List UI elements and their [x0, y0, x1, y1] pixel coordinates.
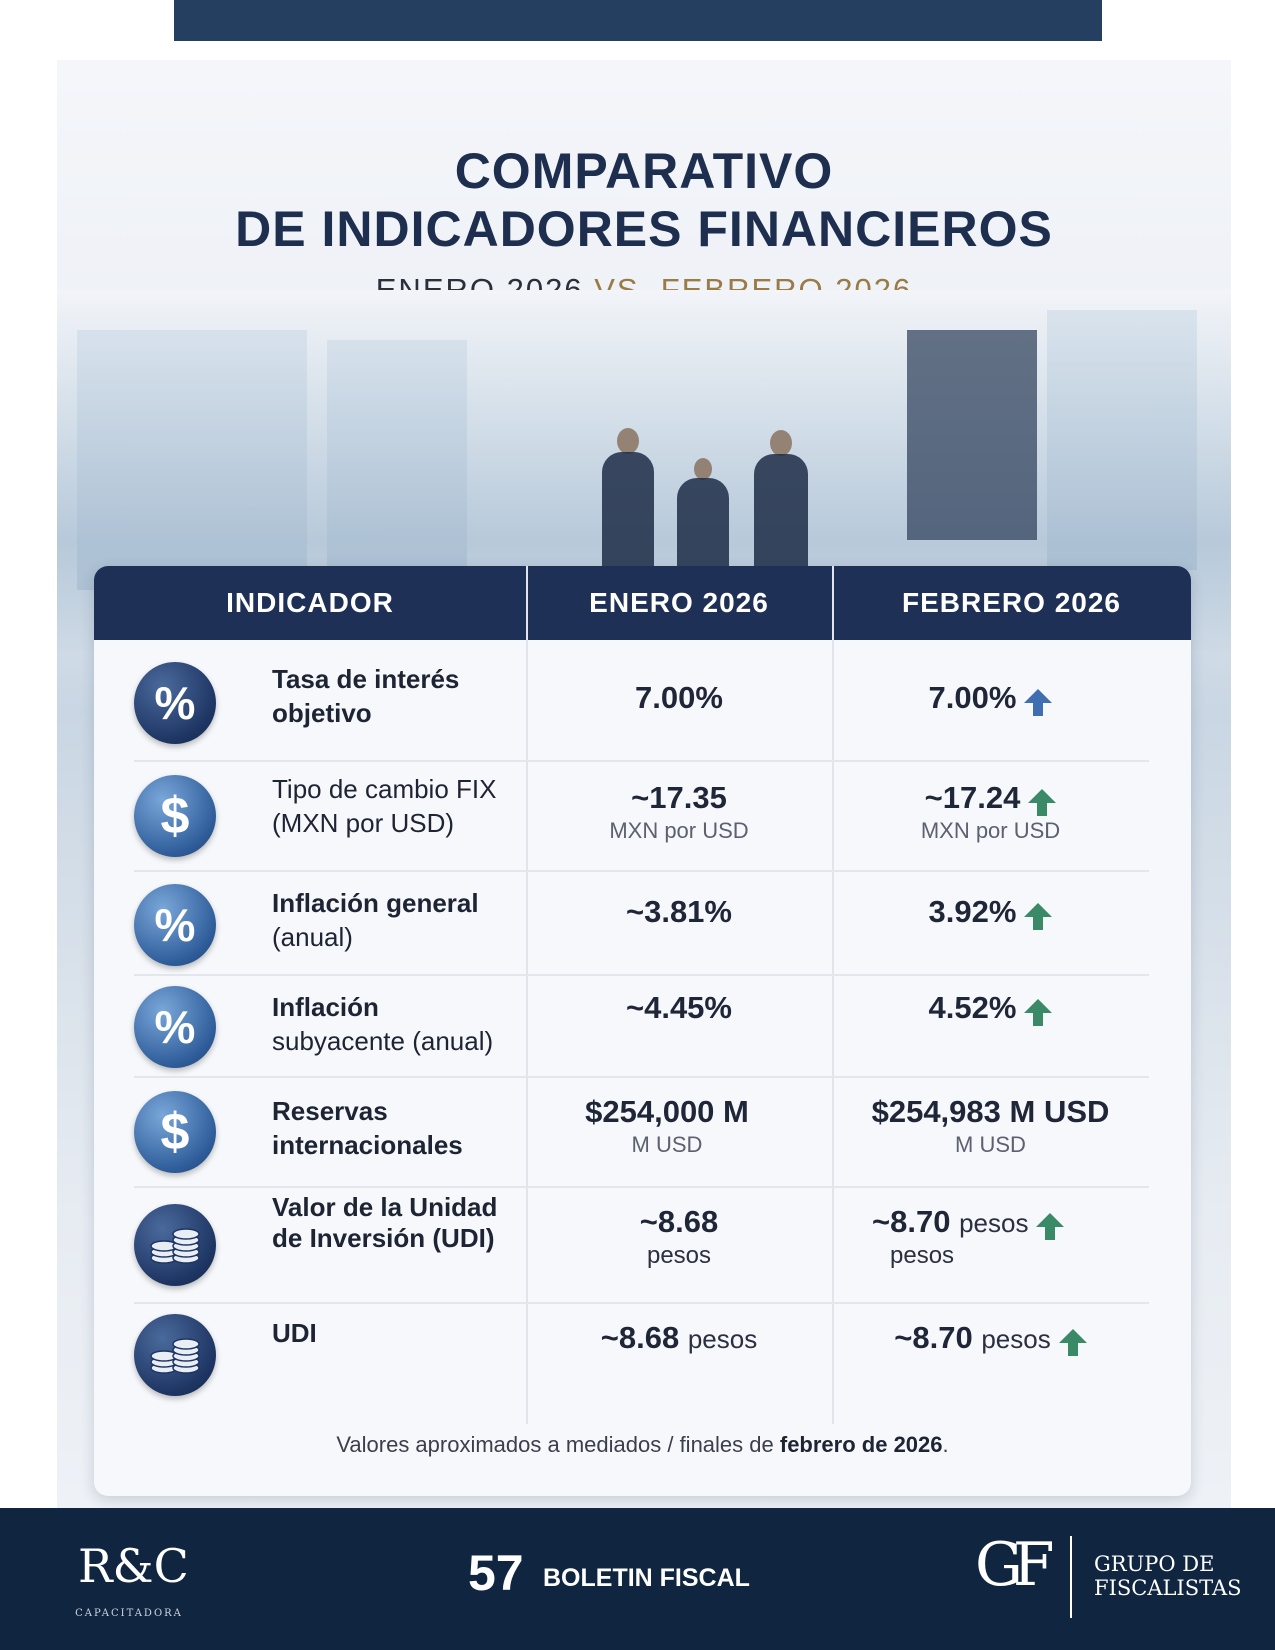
- wall-screen: [907, 330, 1037, 540]
- footer-bar: [0, 1508, 1275, 1650]
- table-row: [134, 640, 1149, 762]
- coins-icon: [134, 1204, 216, 1286]
- gf-logo: GF: [975, 1530, 1045, 1600]
- gf-divider: [1070, 1536, 1072, 1618]
- table-row: [134, 1304, 1149, 1422]
- table-header: [94, 566, 1191, 640]
- arrow-up-icon: [1024, 903, 1052, 917]
- value-january: ~17.35 MXN por USD: [609, 780, 749, 843]
- percent-icon: %: [134, 986, 216, 1068]
- coins-icon-graphic: [134, 1204, 216, 1286]
- column-header-february: FEBRERO 2026: [902, 587, 1121, 618]
- rc-logo-caption: CAPACITADORA: [75, 1608, 183, 1619]
- table-row: [134, 1188, 1149, 1304]
- indicator-label: Tipo de cambio FIX (MXN por USD): [272, 774, 497, 838]
- value-january: ~8.68 pesos: [639, 1204, 719, 1269]
- window-right: [1047, 310, 1197, 570]
- table-row: [134, 762, 1149, 872]
- value-february: ~17.24 MXN por USD: [920, 780, 1061, 843]
- indicator-label: Valor de la Unidad de Inversión (UDI): [272, 1192, 498, 1253]
- value-february: $254,983 M USD M USD: [871, 1094, 1110, 1157]
- arrow-up-icon: [1036, 1213, 1064, 1227]
- dollar-icon: $: [134, 775, 216, 857]
- window-left: [77, 330, 307, 590]
- percent-icon: %: [134, 884, 216, 966]
- person-1-head: [617, 428, 639, 454]
- title-line-2: DE INDICADORES FINANCIEROS: [235, 201, 1053, 257]
- title-line-1: COMPARATIVO: [454, 143, 834, 199]
- value-february: 3.92%: [832, 894, 1149, 930]
- value-january: ~4.45%: [625, 990, 732, 1025]
- arrow-up-icon: [1059, 1329, 1087, 1343]
- column-header-indicator: INDICADOR: [226, 587, 394, 618]
- person-2-head: [694, 458, 712, 480]
- table-row: [134, 1078, 1149, 1188]
- indicator-label: Inflación subyacente (anual): [272, 992, 494, 1056]
- indicators-table: [94, 566, 1191, 1496]
- window-left-2: [327, 340, 467, 580]
- gf-wordmark: GRUPO DE FISCALISTAS: [1094, 1552, 1242, 1600]
- indicator-label: Inflación general (anual): [272, 888, 479, 952]
- dollar-icon: $: [134, 1091, 216, 1173]
- value-february: ~8.70 pesos pesos: [852, 1204, 1189, 1270]
- column-header-january: ENERO 2026: [589, 587, 769, 618]
- table-row: [134, 976, 1149, 1078]
- issue-number: 57: [468, 1545, 524, 1601]
- value-january: ~8.68 pesos: [600, 1320, 758, 1355]
- value-january: 7.00%: [635, 680, 723, 715]
- value-february: ~8.70 pesos: [832, 1320, 1149, 1356]
- value-february: 7.00%: [832, 680, 1149, 716]
- footnote: Valores aproximados a mediados / finales de febrero de 2026.: [336, 1432, 949, 1457]
- indicator-label: Tasa de interés objetivo: [272, 664, 460, 728]
- arrow-up-icon: [1028, 789, 1056, 803]
- person-3-head: [770, 430, 792, 456]
- arrow-up-icon: [1024, 999, 1052, 1013]
- indicator-label: Reservas internacionales: [272, 1096, 463, 1160]
- value-january: ~3.81%: [625, 894, 732, 929]
- bulletin-title: BOLETIN FISCAL: [543, 1564, 750, 1592]
- value-february: 4.52%: [832, 990, 1149, 1026]
- value-january: $254,000 M M USD: [585, 1094, 749, 1157]
- coins-icon-graphic: [134, 1314, 216, 1396]
- indicator-label: UDI: [272, 1318, 317, 1348]
- coins-icon: [134, 1314, 216, 1396]
- rc-capacitadora-logo: R&C: [78, 1539, 189, 1593]
- table-row: [134, 872, 1149, 976]
- top-banner-bar: [174, 0, 1102, 41]
- percent-icon: %: [134, 662, 216, 744]
- arrow-up-icon: [1024, 689, 1052, 703]
